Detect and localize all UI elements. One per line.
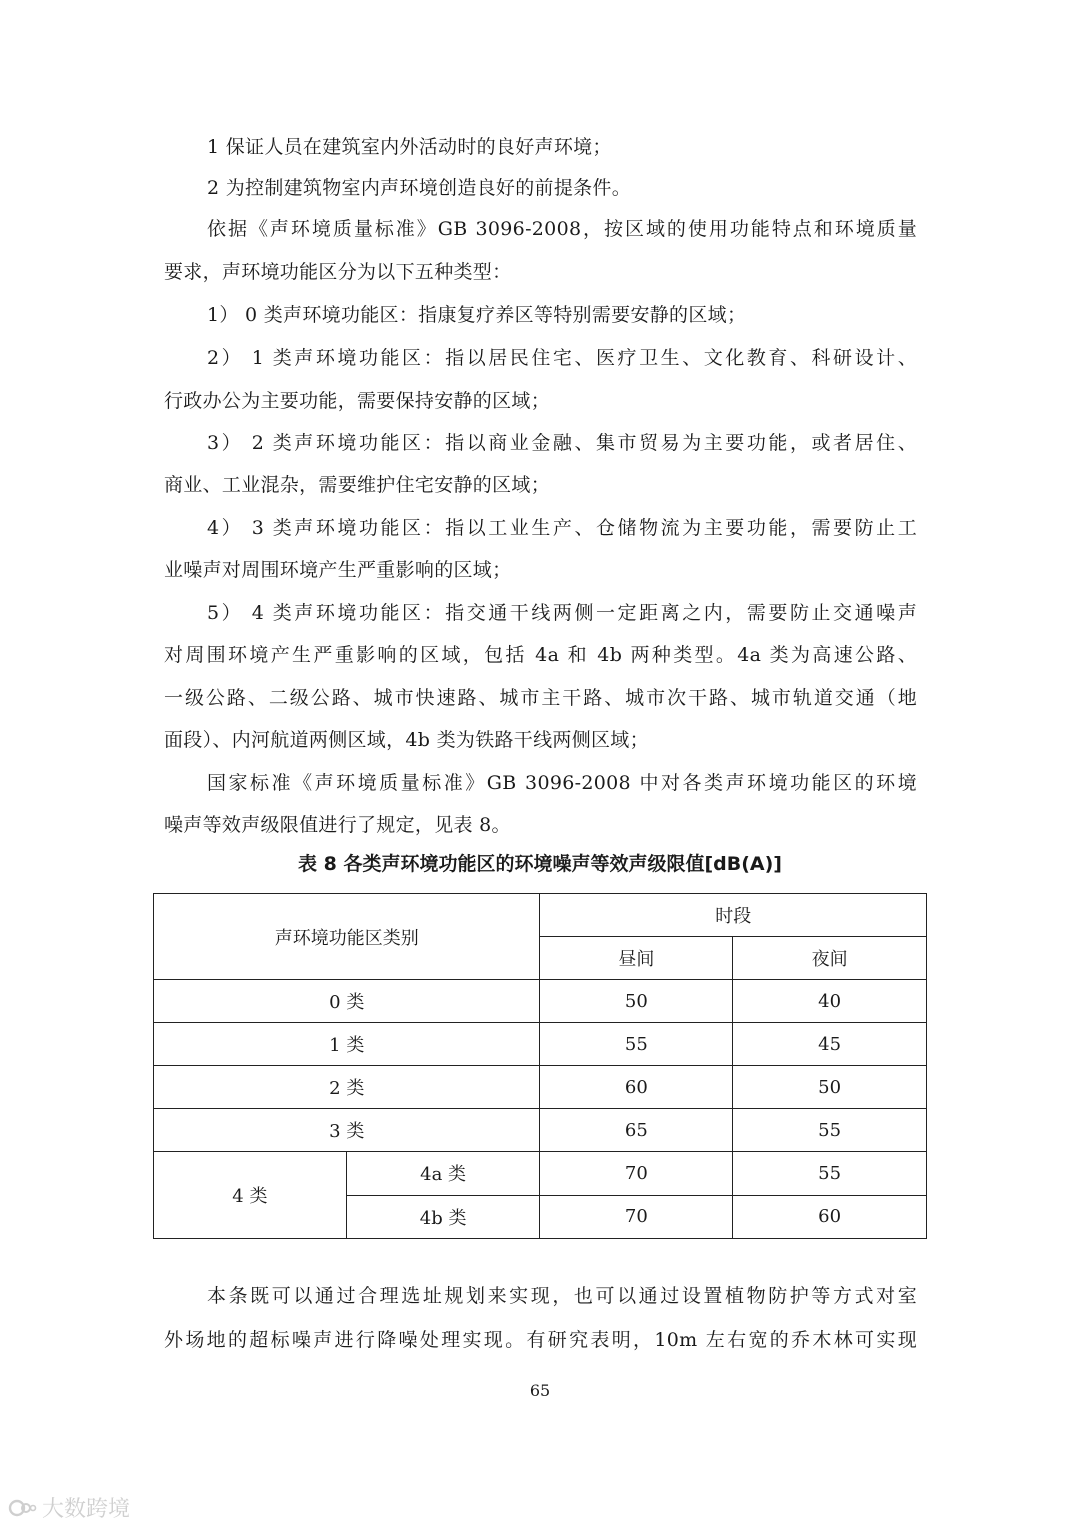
paragraph-line-9: 商业、工业混杂，需要维护住宅安静的区域； (164, 474, 551, 496)
day-value-cell: 70 (540, 1195, 733, 1239)
paragraph-line-14: 一级公路、二级公路、城市快速路、城市主干路、城市次干路、城市轨道交通（地 (164, 687, 917, 709)
category-cell: 2 类 (154, 1066, 540, 1109)
watermark (8, 1492, 130, 1523)
paragraph-line-7: 行政办公为主要功能，需要保持安静的区域； (164, 390, 551, 412)
day-value-cell: 55 (540, 1023, 733, 1066)
paragraph-line-13: 对周围环境产生严重影响的区域，包括 4a 和 4b 两种类型。4a 类为高速公路、 (164, 644, 917, 666)
header-day-cell: 昼间 (540, 937, 733, 980)
category-cell: 4 类 (154, 1152, 347, 1239)
day-value-cell: 60 (540, 1066, 733, 1109)
table-header-row (154, 894, 927, 937)
subcategory-cell: 4a 类 (346, 1152, 540, 1196)
paragraph-line-5: 1） 0 类声环境功能区：指康复疗养区等特别需要安静的区域； (207, 304, 747, 326)
header-category-cell: 声环境功能区类别 (154, 894, 540, 980)
paragraph-line-18: 本条既可以通过合理选址规划来实现，也可以通过设置植物防护等方式对室 (207, 1285, 917, 1307)
noise-limit-table (153, 893, 927, 1239)
table-row (154, 1023, 927, 1066)
paragraph-line-15: 面段）、内河航道两侧区域，4b 类为铁路干线两侧区域； (164, 729, 649, 751)
day-value-cell: 65 (540, 1109, 733, 1152)
night-value-cell: 55 (733, 1109, 927, 1152)
paragraph-line-10: 4） 3 类声环境功能区：指以工业生产、仓储物流为主要功能，需要防止工 (207, 517, 917, 539)
table-row (154, 1066, 927, 1109)
paragraph-line-6: 2） 1 类声环境功能区：指以居民住宅、医疗卫生、文化教育、科研设计、 (207, 347, 917, 369)
header-period-cell: 时段 (540, 894, 927, 937)
table-row (154, 980, 927, 1023)
paragraph-line-2: 2 为控制建筑物室内声环境创造良好的前提条件。 (207, 177, 632, 199)
paragraph-line-16: 国家标准《声环境质量标准》GB 3096-2008 中对各类声环境功能区的环境 (207, 772, 917, 794)
night-value-cell: 45 (733, 1023, 927, 1066)
page-number: 65 (529, 1381, 551, 1400)
paragraph-line-4: 要求，声环境功能区分为以下五种类型： (164, 261, 512, 283)
table-caption: 表 8 各类声环境功能区的环境噪声等效声级限值[dB(A)] (298, 853, 782, 875)
paragraph-line-8: 3） 2 类声环境功能区：指以商业金融、集市贸易为主要功能，或者居住、 (207, 432, 917, 454)
watermark-text: 大数跨境 (42, 1497, 131, 1522)
table-row (154, 1152, 927, 1196)
night-value-cell: 40 (733, 980, 927, 1023)
watermark-logo-icon (8, 1497, 38, 1519)
paragraph-line-3: 依据《声环境质量标准》GB 3096-2008，按区域的使用功能特点和环境质量 (207, 218, 917, 240)
day-value-cell: 50 (540, 980, 733, 1023)
header-night-cell: 夜间 (733, 937, 927, 980)
category-cell: 0 类 (154, 980, 540, 1023)
paragraph-line-1: 1 保证人员在建筑室内外活动时的良好声环境； (207, 136, 612, 158)
table-row (154, 1109, 927, 1152)
night-value-cell: 50 (733, 1066, 927, 1109)
category-cell: 1 类 (154, 1023, 540, 1066)
subcategory-cell: 4b 类 (346, 1195, 540, 1239)
paragraph-line-11: 业噪声对周围环境产生严重影响的区域； (164, 559, 512, 581)
night-value-cell: 55 (733, 1152, 927, 1196)
paragraph-line-19: 外场地的超标噪声进行降噪处理实现。有研究表明，10m 左右宽的乔木林可实现 (164, 1329, 917, 1351)
paragraph-line-17: 噪声等效声级限值进行了规定，见表 8。 (164, 814, 511, 836)
paragraph-line-12: 5） 4 类声环境功能区：指交通干线两侧一定距离之内，需要防止交通噪声 (207, 602, 917, 624)
night-value-cell: 60 (733, 1195, 927, 1239)
category-cell: 3 类 (154, 1109, 540, 1152)
day-value-cell: 70 (540, 1152, 733, 1196)
